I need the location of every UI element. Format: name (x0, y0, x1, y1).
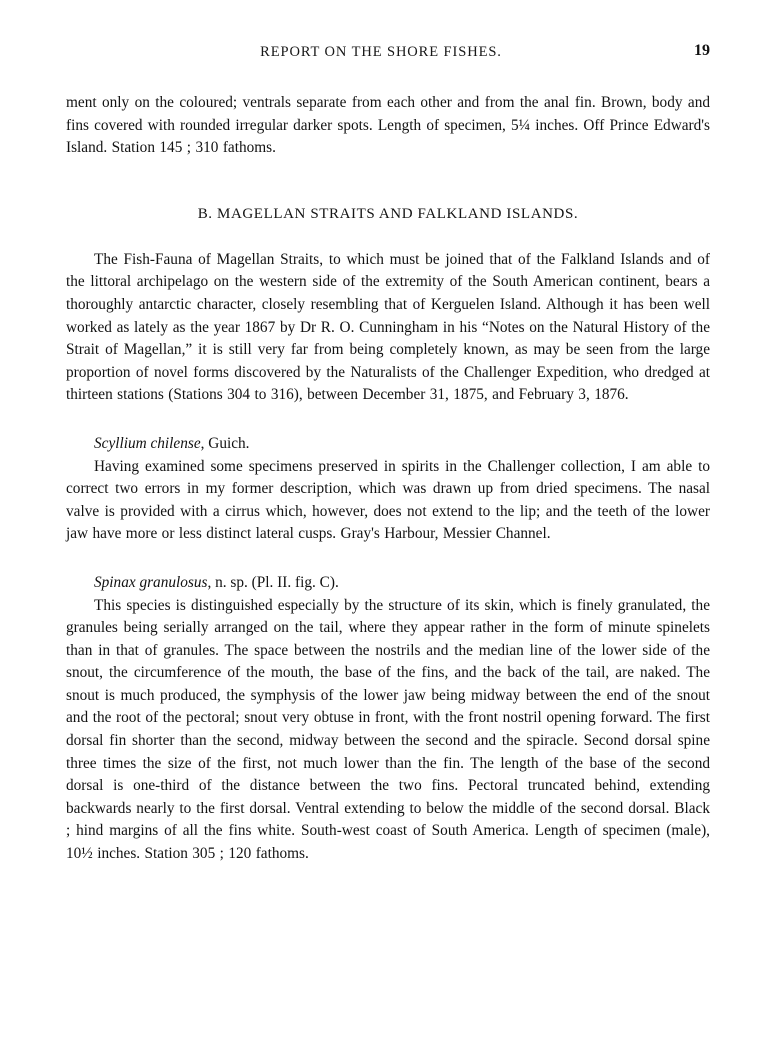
species-description-2: This species is distinguished especially by the structure of its skin, which is finely granulated, the granules being serially arranged on the tail, where they appear rather in the form of minute spinelets than in that of granules. The space between the nostrils and the median line of the lower side of the snout, the circumference of the mouth, the base of the fins, and the back of the tail, are naked. The snout is much produced, the symphysis of the lower jaw being midway between the end of the snout and the root of the pectoral; snout very obtuse in front, with the front nostril opening forward. The first dorsal fin shorter than the second, midway between the second and the spiracle. Second dorsal spine three times the size of the first, not much lower than the fin. The length of the base of the second dorsal is one-third of the distance between the two fins. Pectoral truncated behind, extending backwards nearly to the first dorsal. Ventral extending to below the middle of the second dorsal. Black ; hind margins of all the fins white. South-west coast of South America. Length of specimen (male), 10½ inches. Station 305 ; 120 fathoms. (66, 596, 710, 863)
species-authority-2: , n. sp. (Pl. II. fig. C). (207, 573, 339, 591)
continued-paragraph: ment only on the coloured; ventrals separate from each other and from the anal fin. Brown, body and fins covered with rounded irregular darker spots. Length of specimen, 5¼ inches. Off Prince Edward's Island. Station 145 ; 310 fathoms. (66, 94, 710, 157)
spacer-before-heading (66, 160, 710, 206)
spacer-before-entry-2 (66, 546, 710, 572)
page-number: 19 (694, 42, 710, 59)
section-heading: B. MAGELLAN STRAITS AND FALKLAND ISLANDS. (197, 205, 579, 222)
page-header (66, 44, 710, 78)
running-title: REPORT ON THE SHORE FISHES. (260, 44, 502, 60)
species-heading-2 (66, 572, 710, 595)
species-authority-1: , Guich. (200, 434, 250, 452)
page-body (66, 92, 710, 866)
species-name-2: Spinax granulosus (94, 573, 208, 591)
species-name-1: Scyllium chilense (94, 434, 201, 452)
intro-paragraph: The Fish-Fauna of Magellan Straits, to which must be joined that of the Falkland Islands and of the littoral archipelago on the western side of the extremity of the South American continent, bears a thoroughly antarctic character, closely resembling that of Kerguelen Island. Although it has been well worked as lately as the year 1867 by Dr R. O. Cunningham in his “Notes on the Natural History of the Strait of Magellan,” it is still very far from being completely known, as may be seen from the large proportion of novel forms discovered by the Naturalists of the Challenger Expedition, who dredged at thirteen stations (Stations 304 to 316), between December 31, 1875, and February 3, 1876. (66, 250, 710, 404)
spacer-before-entry-1 (66, 407, 710, 433)
spacer-after-heading (66, 223, 710, 249)
species-description-1: Having examined some specimens preserved in spirits in the Challenger collection, I am able to correct two errors in my former description, which was drawn up from dried specimens. The nasal valve is provided with a cirrus which, however, does not extend to the lip; and the teeth of the lower jaw have more or less distinct lateral cusps. Gray's Harbour, Messier Channel. (66, 457, 710, 543)
species-heading-1 (66, 433, 710, 456)
